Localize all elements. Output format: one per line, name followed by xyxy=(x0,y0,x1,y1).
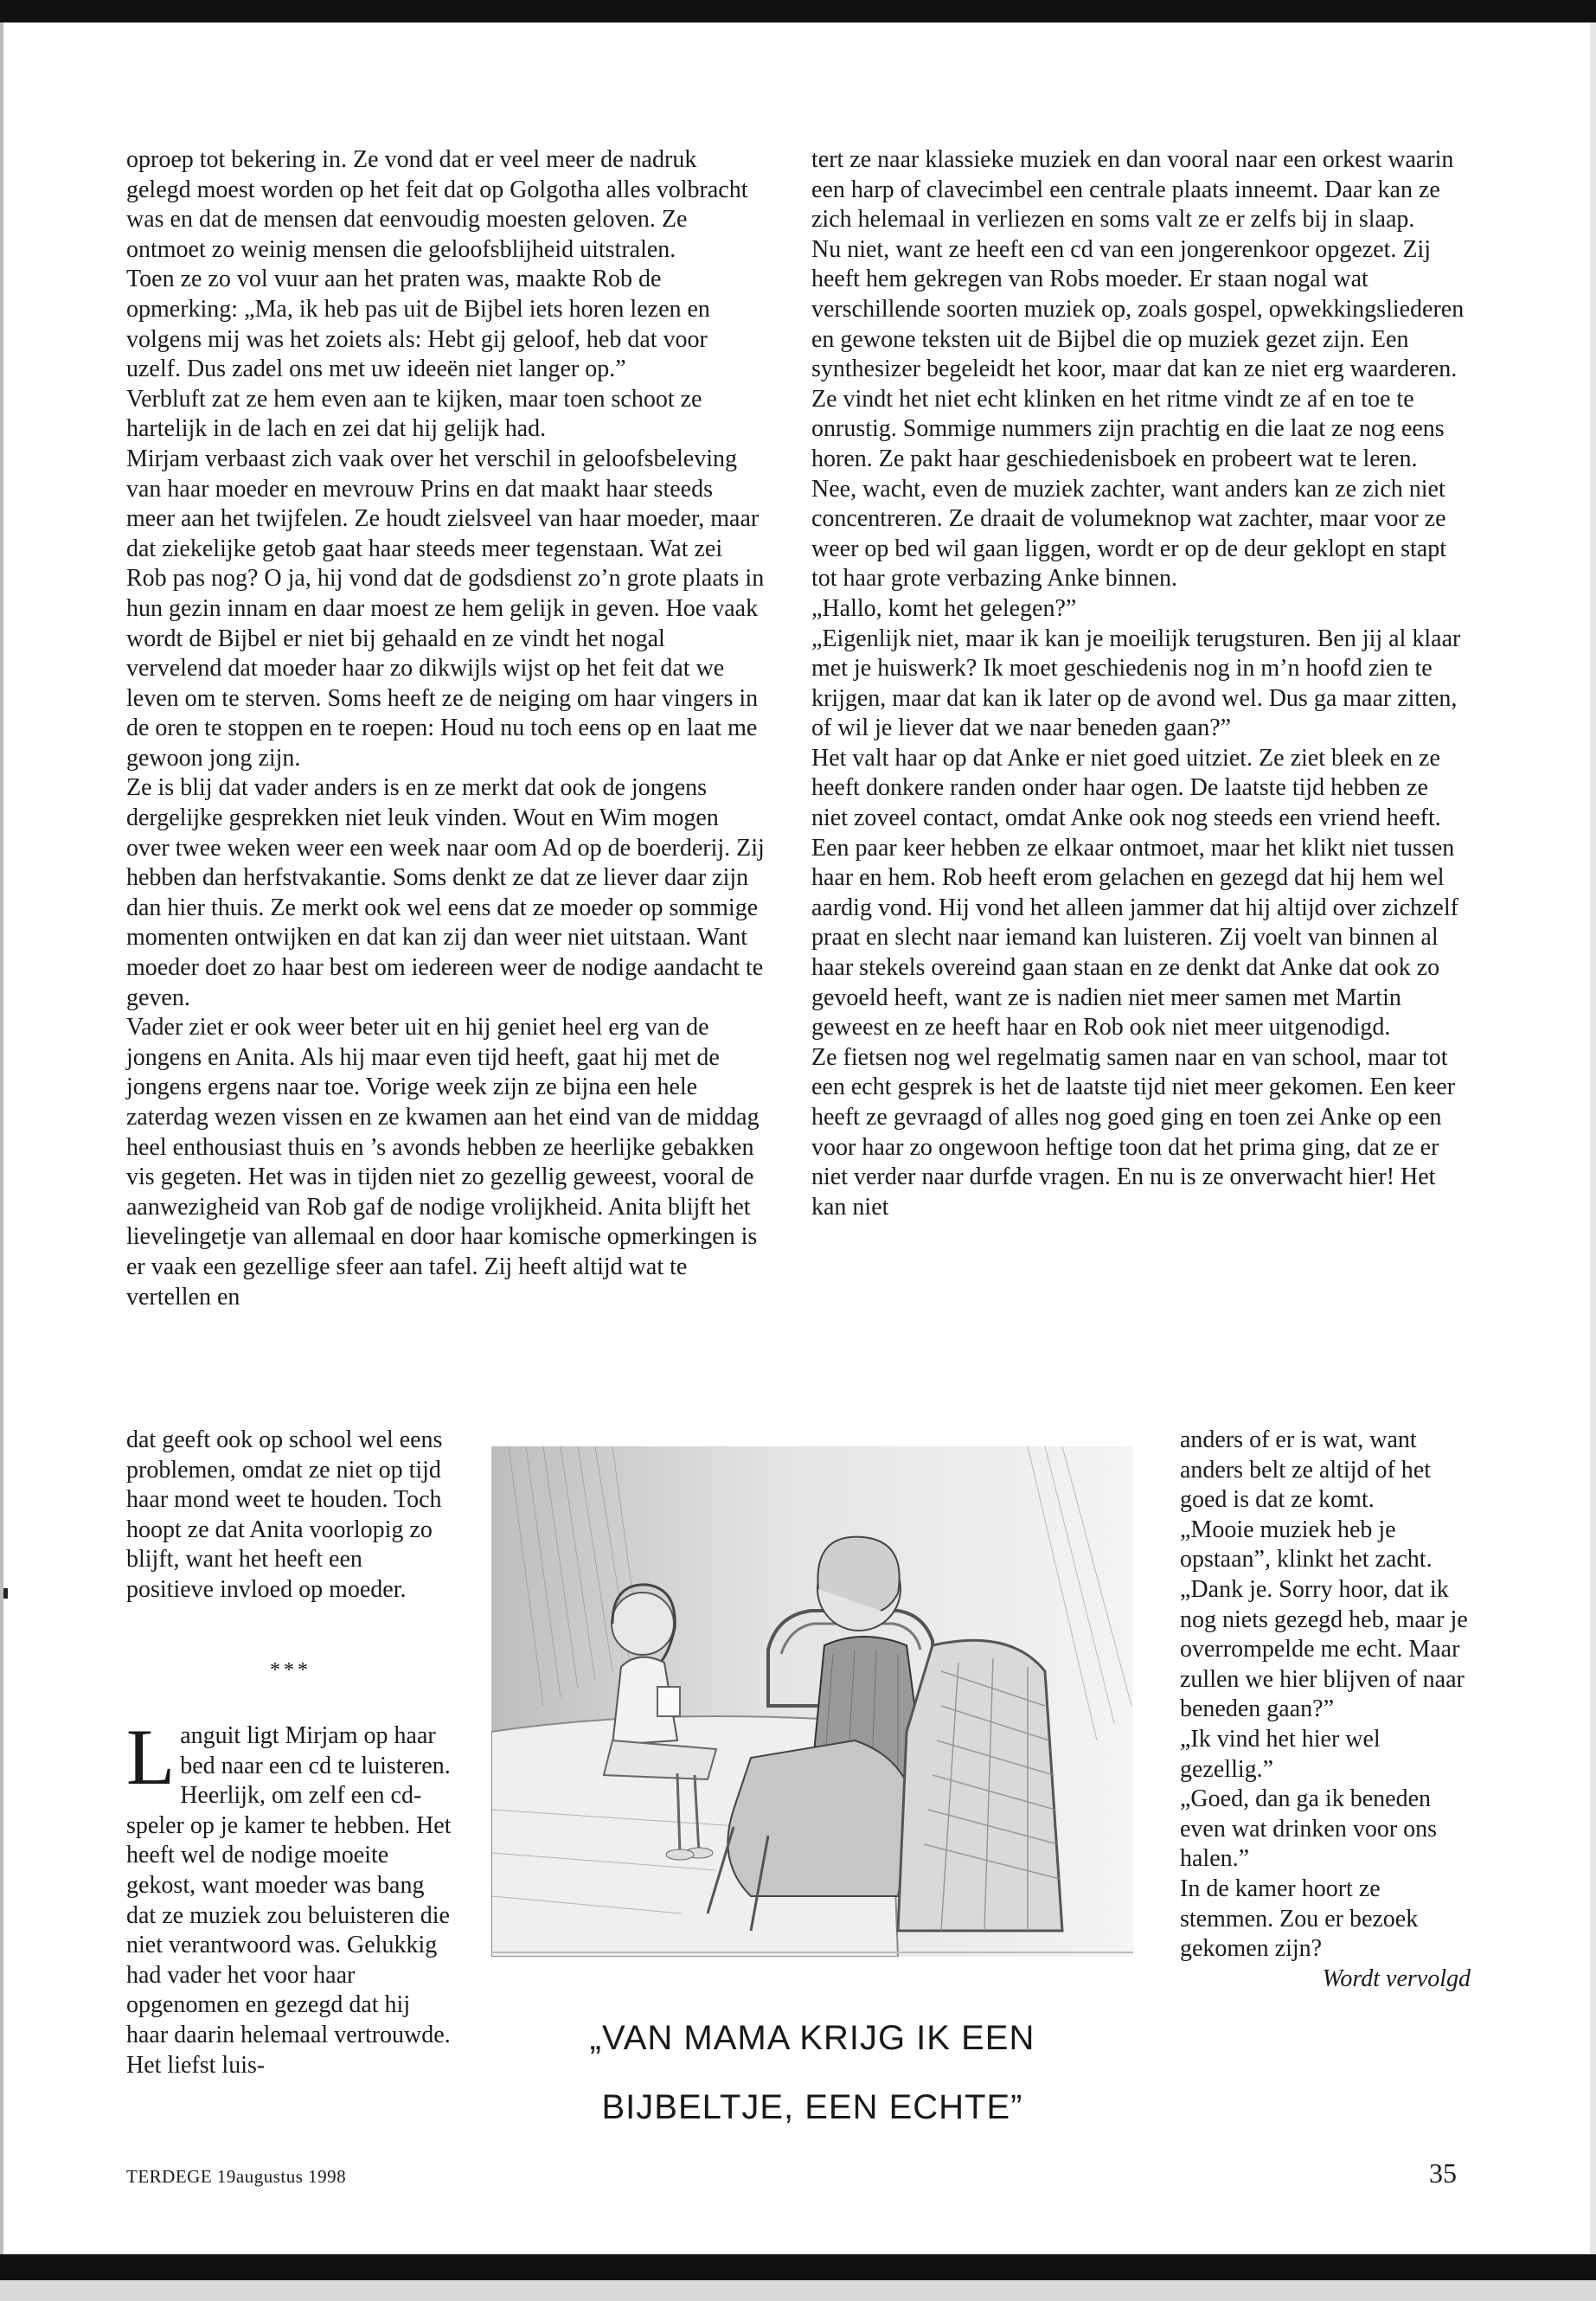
paragraph: „Eigenlijk niet, maar ik kan je moeilijk terugsturen. Ben jij al klaar met je huiswerk? Ik moet geschiedenis nog in m’n hoofd zien te krijgen, maar dat kan ik later op de avond wel. Dus ga maar zitten, of wil je liever dat we naar beneden gaan?” xyxy=(811,625,1461,742)
paragraph: Nee, wacht, even de muziek zachter, want anders kan ze zich niet concentreren. Ze draait de volumeknop wat zachter, maar voor ze weer op bed wil gaan liggen, wordt er op de deur geklopt en stapt tot haar grote verbazing Anke binnen. xyxy=(811,475,1447,593)
pencil-drawing-two-girls-on-bed-icon xyxy=(491,1446,1133,1957)
paragraph: Vader ziet er ook weer beter uit en hij geniet heel erg van de jongens en Anita. Als hij maar even tijd heeft, gaat hij met de jongens ergens naar toe. Vorige week zijn ze bijna een hele zaterdag wezen vissen en ze kwamen aan het eind van de middag heel enthousiast thuis en ’s avonds hebben ze heerlijke gebakken vis gegeten. Het was in tijden niet zo gezellig geweest, vooral de aanwezigheid van Rob gaf de nodige vrolijkheid. Anita blijft het lievelingetje van allemaal en door haar komische opmerkingen is er vaak een gezellige sfeer aan tafel. Zij heeft altijd wat te vertellen en xyxy=(126,1014,760,1311)
paragraph: oproep tot bekering in. Ze vond dat er veel meer de nadruk gelegd moest worden op het feit dat op Golgotha alles volbracht was en dat de mensen dat eenvoudig moesten geloven. Ze ontmoet zo weinig mensen die geloofsblijheid uitstralen. xyxy=(126,146,748,263)
publication-footer: TERDEGE 19augustus 1998 xyxy=(126,2166,347,2187)
scan-border-bottom-strip xyxy=(0,2280,1596,2301)
paragraph: Ze fietsen nog wel regelmatig samen naar en van school, maar tot een echt gesprek is het de laatste tijd niet meer gekomen. Een keer heeft ze gevraagd of alles nog goed ging en toen zei Anke op een voor haar zo ongewoon heftige toon dat het prima ging, dat ze er niet verder naar durfde vragen. En nu is ze onverwacht hier! Het kan niet xyxy=(811,1043,1456,1221)
article-column-right-narrow xyxy=(1180,1426,1471,1994)
paragraph: Verbluft zat ze hem even aan te kijken, maar toen schoot ze hartelijk in de lach en zei dat hij gelijk had. xyxy=(126,385,702,443)
paragraph: Ze is blij dat vader anders is en ze merkt dat ook de jongens dergelijke gesprekken niet leuk vinden. Wout en Wim mogen over twee weken weer een week naar oom Ad op de boerderij. Zij hebben dan herfstvakantie. Soms denkt ze dat ze liever daar zijn dan hier thuis. Ze merkt ook wel eens dat ze moeder op sommige momenten ontwijken en dat kan zij dan weer niet uitstaan. Want moeder doet zo haar best om iedereen weer de nodige aandacht te geven. xyxy=(126,774,765,1011)
paragraph: Het valt haar op dat Anke er niet goed uitziet. Ze ziet bleek en ze heeft donkere randen onder haar ogen. De laatste tijd hebben ze niet zoveel contact, omdat Anke ook nog steeds een vriend heeft. Een paar keer hebben ze elkaar ontmoet, maar het klikt niet tussen haar en hem. Rob heeft erom gelachen en gezegd dat hij hem wel aardig vond. Hij vond het alleen jammer dat hij altijd over zichzelf praat en slecht naar iemand kan luisteren. Zij voelt van binnen al haar stekels overeind gaan staan en ze denkt dat Anke dat ook zo gevoeld heeft, want ze is nadien niet meer samen met Martin geweest en ze heeft haar en Rob ook niet meer uitgenodigd. xyxy=(811,744,1458,1042)
paragraph: In de kamer hoort ze stemmen. Zou er bezoek gekomen zijn? xyxy=(1180,1875,1419,1963)
paragraph: „Dank je. Sorry hoor, dat ik nog niets gezegd heb, maar je overrompelde me echt. Maar zullen we hier blijven of naar beneden gaan?” xyxy=(1180,1575,1468,1723)
article-column-left xyxy=(126,145,766,1312)
dropcap: L xyxy=(126,1713,176,1801)
scan-border-bottom xyxy=(0,2254,1596,2280)
caption-line: BIJBELTJE, EEN ECHTE” xyxy=(601,2088,1023,2126)
paragraph: tert ze naar klassieke muziek en dan vooral naar een orkest waarin een harp of clavecimbel een centrale plaats inneemt. Daar kan ze zich helemaal in verliezen en soms valt ze er zelfs bij in slaap. xyxy=(811,146,1454,234)
paragraph-with-dropcap xyxy=(126,1713,455,2080)
scan-border-right xyxy=(1590,22,1596,2254)
paragraph: Mirjam verbaast zich vaak over het verschil in geloofsbeleving van haar moeder en mevrouw Prins en dat maakt haar steeds meer aan het twijfelen. Ze houdt zielsveel van haar moeder, maar dat ziekelijke getob gaat haar steeds meer tegenstaan. Wat zei Rob pas nog? O ja, hij vond dat de godsdienst zo’n grote plaats in hun gezin innam en daar moest ze hem gelijk in geven. Hoe vaak wordt de Bijbel er niet bij gehaald en ze vindt het nogal vervelend dat moeder haar zo dikwijls wijst op het feit dat we leven om te sterven. Soms heeft ze de neiging om haar vingers in de oren te stoppen en te roepen: Houd nu toch eens op en laat me gewoon jong zijn. xyxy=(126,445,765,772)
article-column-lower-left xyxy=(126,1713,455,2080)
paragraph: Toen ze zo vol vuur aan het praten was, maakte Rob de opmerking: „Ma, ik heb pas uit de Bijbel iets horen lezen en volgens mij was het zoiets als: Hebt gij geloof, heb dat voor uzelf. Dus zadel ons met uw ideeën niet langer op.” xyxy=(126,266,710,383)
paragraph: „Ik vind het hier wel gezellig.” xyxy=(1180,1725,1381,1783)
scan-border-top xyxy=(0,0,1596,22)
paragraph-text: anguit ligt Mirjam op haar bed naar een cd te luisteren. Heerlijk, om zelf een cd-speler op je kamer te hebben. Het heeft wel de nodige moeite gekost, want moeder was bang dat ze muziek zou beluisteren die niet verantwoord was. Gelukkig had vader het voor haar opgenomen en gezegd dat hij haar daarin helemaal vertrouwde. Het liefst luis- xyxy=(126,1722,452,2079)
paragraph: „Hallo, komt het gelegen?” xyxy=(811,594,1077,622)
paragraph: „Mooie muziek heb je opstaan”, klinkt het zacht. xyxy=(1180,1516,1433,1574)
scan-border-left xyxy=(0,22,3,2254)
scan-mark xyxy=(3,1588,8,1599)
continued-note: Wordt vervolgd xyxy=(1322,1965,1471,1992)
article-column-right xyxy=(811,145,1469,1222)
paragraph: anders of er is wat, want anders belt ze altijd of het goed is dat ze komt. xyxy=(1180,1426,1431,1514)
article-column-left-narrow xyxy=(126,1426,455,1606)
section-separator: *** xyxy=(270,1659,311,1682)
caption-line: „VAN MAMA KRIJG IK EEN xyxy=(589,2019,1035,2057)
page-number: 35 xyxy=(1429,2157,1457,2189)
illustration-caption xyxy=(491,2003,1133,2142)
paragraph: „Goed, dan ga ik beneden even wat drinken voor ons halen.” xyxy=(1180,1785,1438,1873)
paragraph: dat geeft ook op school wel eens problemen, omdat ze niet op tijd haar mond weet te houden. Toch hoopt ze dat Anita voorlopig zo blijft, want het heeft een positieve invloed op moeder. xyxy=(126,1426,443,1603)
paragraph: Nu niet, want ze heeft een cd van een jongerenkoor opgezet. Zij heeft hem gekregen van Robs moeder. Er staan nogal wat verschillende soorten muziek op, zoals gospel, opwekkingsliederen en gewone teksten uit de Bijbel die op muziek gezet zijn. Een synthesizer begeleidt het koor, maar dat kan ze niet erg waarderen. Ze vindt het niet echt klinken en het ritme vindt ze af en toe te onrustig. Sommige nummers zijn prachtig en die laat ze nog eens horen. Ze pakt haar geschiedenisboek en probeert wat te leren. xyxy=(811,235,1465,472)
